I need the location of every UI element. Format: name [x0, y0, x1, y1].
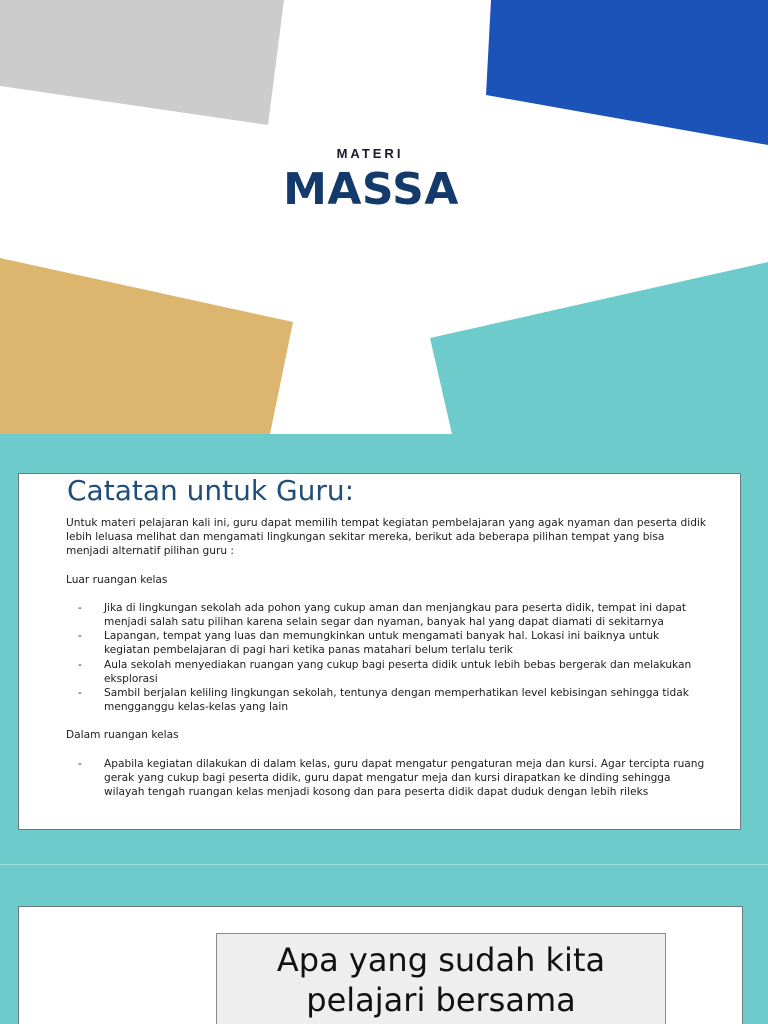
- bullet-dash: -: [78, 630, 82, 643]
- gray-shape: [0, 0, 284, 125]
- list-item: [66, 757, 706, 800]
- slide-divider: [0, 864, 768, 865]
- list-item: [66, 629, 706, 657]
- question-line-1: Apa yang sudah kita: [276, 941, 606, 979]
- teal-shape: [430, 262, 768, 434]
- cover-slide: [0, 0, 768, 434]
- bullet-dash: -: [78, 658, 82, 671]
- notes-body: [66, 516, 706, 799]
- notes-heading: Catatan untuk Guru:: [67, 474, 355, 507]
- outdoor-list: [66, 601, 706, 715]
- bullet-dash: -: [78, 601, 82, 614]
- bullet-dash: -: [78, 757, 82, 770]
- list-item: [66, 658, 706, 686]
- cover-kicker: MATERI: [336, 146, 404, 161]
- list-item-text: Jika di lingkungan sekolah ada pohon yang cukup aman dan menjangkau para peserta didik, tempat ini dapat menjadi salah satu pilihan karena selain segar dan nyaman, banyak hal yang dapat diamati di sekitarnya: [104, 601, 687, 629]
- indoor-list: [66, 757, 706, 800]
- question-line-2: pelajari bersama: [306, 981, 576, 1019]
- blue-shape: [486, 0, 768, 145]
- list-item-text: Sambil berjalan keliling lingkungan sekolah, tentunya dengan memperhatikan level kebisingan sehingga tidak mengganggu kelas-kelas yang lain: [104, 687, 689, 714]
- section-title-indoor: Dalam ruangan kelas: [66, 729, 179, 742]
- list-item-text: Apabila kegiatan dilakukan di dalam kelas, guru dapat mengatur pengaturan meja dan kursi. Agar tercipta ruang gerak yang cukup bagi peserta didik, guru dapat mengatur meja dan kursi dirapatkan ke dinding sehingga wilayah tengah ruangan kelas menjadi kosong dan para peserta didik dapat duduk dengan lebih rileks: [104, 757, 705, 799]
- notes-intro: Untuk materi pelajaran kali ini, guru dapat memilih tempat kegiatan pembelajaran yang agak nyaman dan peserta didik lebih leluasa melihat dan mengamati lingkungan sekitar mereka, berikut ada beberapa pilihan tempat yang bisa menjadi alternatif pilihan guru :: [66, 517, 707, 558]
- list-item-text: Aula sekolah menyediakan ruangan yang cukup bagi peserta didik untuk lebih bebas bergerak dan melakukan eksplorasi: [104, 658, 692, 685]
- review-question-box: [216, 933, 666, 1024]
- cover-decorative-shapes: [0, 0, 768, 434]
- teacher-notes-card: [18, 473, 741, 830]
- gold-shape: [0, 258, 293, 434]
- review-question-text: [217, 940, 665, 1020]
- list-item: [66, 601, 706, 629]
- section-title-outdoor: Luar ruangan kelas: [66, 573, 168, 586]
- cover-title: MASSA: [283, 164, 459, 215]
- bullet-dash: -: [78, 687, 82, 700]
- list-item-text: Lapangan, tempat yang luas dan memungkinkan untuk mengamati banyak hal. Lokasi ini baiknya untuk kegiatan pembelajaran di pagi hari ketika panas matahari belum terlalu terik: [104, 630, 660, 657]
- list-item: [66, 686, 706, 714]
